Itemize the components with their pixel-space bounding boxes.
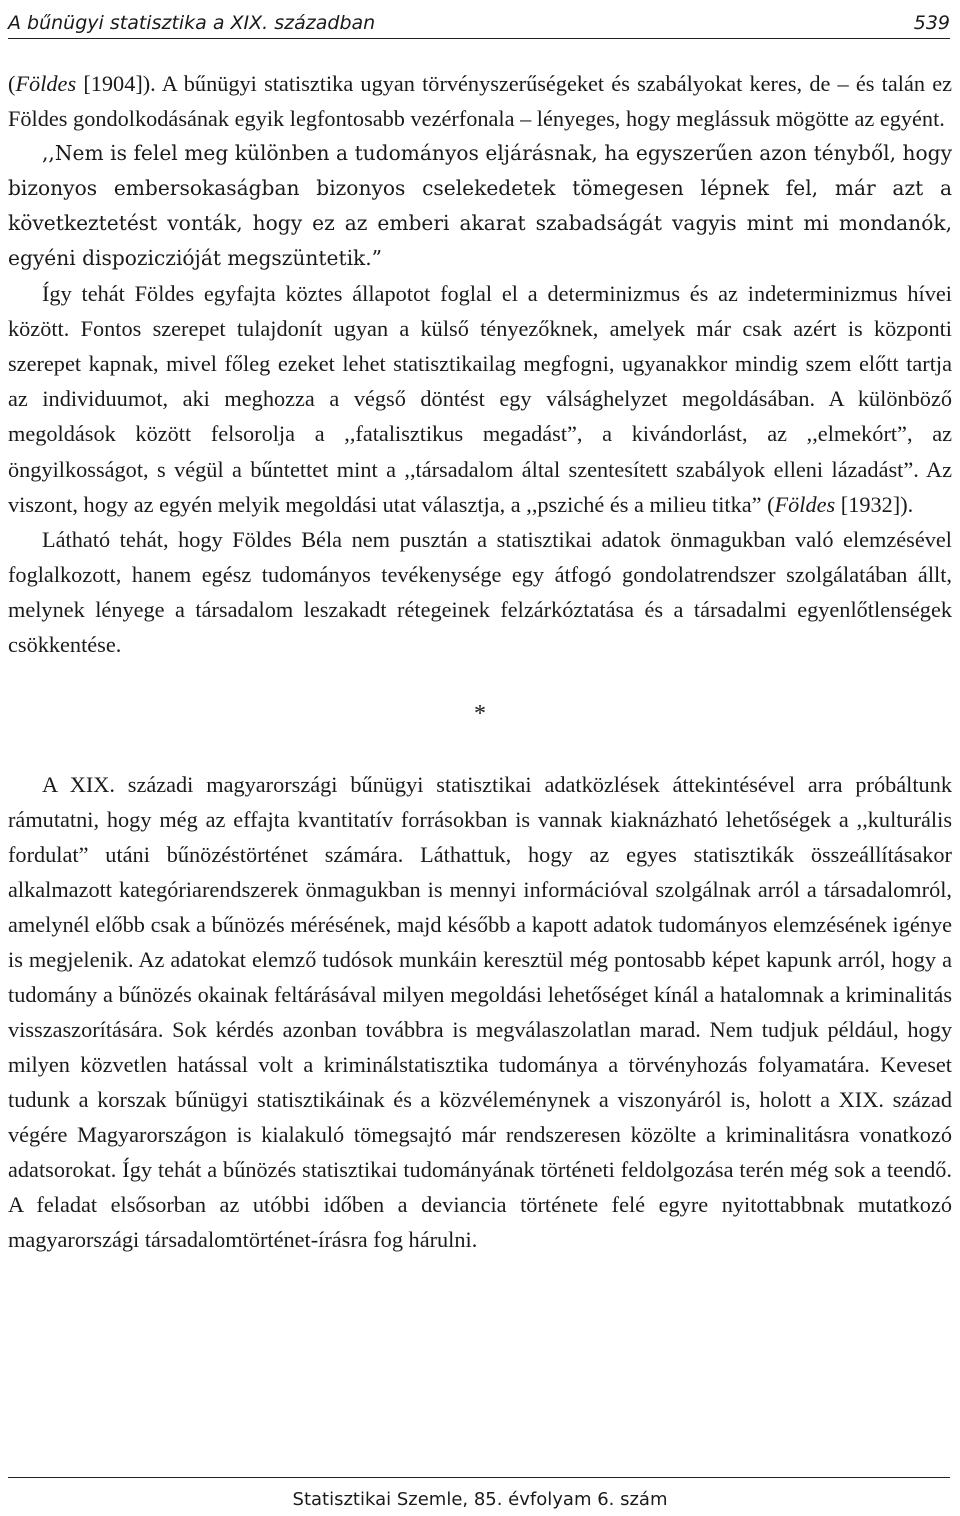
paragraph-intro-text: [1904]). A bűnügyi statisztika ugyan törvényszerűségeket és szabályokat keres, de – és talán ez Földes gondolkodásának egyik legfontosabb vezérfonala – lényeges, hogy meglássuk mögötte az egyént. xyxy=(8,71,952,132)
running-header xyxy=(8,0,950,34)
citation-year: [1932]). xyxy=(835,491,914,517)
paragraph-determinism xyxy=(8,276,952,521)
citation-author: Földes xyxy=(774,491,836,517)
paragraph-determinism-text: Így tehát Földes egyfajta köztes állapotot foglal el a determinizmus és az indeterminizmus hívei között. Fontos szerepet tulajdonít ugyan a külső tényezőknek, amelyek már csak azért is központi szerepet kapnak, mivel főleg ezeket lehet statisztikailag megfogni, ugyanakkor mindig szem előtt tartja az individuumot, aki meghozza a végső döntést egy válsághelyzet megoldásában. A különböző megoldások között felsorolja a ,,fatalisztikus megadást”, a kivándorlást, az ,,elmekórt”, az öngyilkosságot, s végül a bűntettet mint a ,,társadalom által szentesített szabályok elleni lázadást”. Az viszont, hogy az egyén melyik megoldási utat választja, a ,,psziché és a milieu titka” ( xyxy=(8,281,952,517)
section-separator: * xyxy=(474,700,486,727)
paragraph-intro: (Földes [1904]). A bűnügyi statisztika ugyan törvényszerűségeket és szabályokat keres, de – és talán ez Földes gondolkodásának egyik legfontosabb vezérfonala – lényeges, hogy meglássuk mögötte az egyént. xyxy=(8,71,952,132)
paragraph-conclusion: A XIX. századi magyarországi bűnügyi statisztikai adatközlések áttekintésével arra próbáltunk rámutatni, hogy még az effajta kvantitatív forrásokban is vannak kiaknázható lehetőségek a ,,kulturális fordulat” utáni bűnözéstörténet számára. Láthattuk, hogy az egyes statisztikák összeállításakor alkalmazott kategóriarendszerek önmagukban is mennyi információval szolgálnak arról a társadalomról, amelynél előbb csak a bűnözés mérésének, majd később a kapott adatok tudományos elemzésének igénye is megjelenik. Az adatokat elemző tudósok munkáin keresztül még pontosabb képet kapunk arról, hogy a tudomány a bűnözés okainak feltárásával milyen megoldási lehetőséget kínál a hatalomnak a kriminalitás visszaszorítására. Sok kérdés azonban továbbra is megválaszolatlan marad. Nem tudjuk például, hogy milyen közvetlen hatással volt a kriminálstatisztika tudománya a törvényhozás folyamatára. Keveset tudunk a korszak bűnügyi statisztikáinak és a közvéleménynek a viszonyáról is, holott a XIX. század végére Magyarországon is kialakuló tömegsajtó már rendszeresen közölte a kriminalitásra vonatkozó adatsorokat. Így tehát a bűnözés statisztikai tudományának történeti feldolgozása terén még sok a teendő. A feladat elsősorban az utóbbi időben a deviancia története felé egyre nyitottabbnak mutatkozó magyarországi társadalomtörténet-írásra fog hárulni. xyxy=(8,771,952,1253)
running-footer: Statisztikai Szemle, 85. évfolyam 6. szám xyxy=(292,1489,668,1510)
footer-rule xyxy=(8,1477,950,1478)
body-text xyxy=(8,66,952,1257)
citation-author: Földes xyxy=(15,71,77,96)
paragraph-summary: Látható tehát, hogy Földes Béla nem pusztán a statisztikai adatok önmagukban való elemzésével foglalkozott, hanem egész tudományos tevékenysége egy átfogó gondolatrendszer szolgálatában állt, melynek lényege a társadalom leszakadt rétegeinek felzárkóztatása és a társadalmi egyenlőtlenségek csökkentése. xyxy=(8,526,952,657)
block-quote: ,,Nem is felel meg különben a tudományos eljárásnak, ha egyszerűen azon tényből, hogy bizonyos embersokaságban bizonyos cselekedetek tömegesen lépnek fel, már azt a következtetést vonták, hogy ez az emberi akarat szabadságát vagyis mint mi mondanók, egyéni dispoziczióját megszüntetik.” xyxy=(8,141,952,271)
running-title: A bűnügyi statisztika a XIX. században xyxy=(8,12,376,34)
page-number: 539 xyxy=(913,12,950,34)
header-rule xyxy=(8,38,950,39)
